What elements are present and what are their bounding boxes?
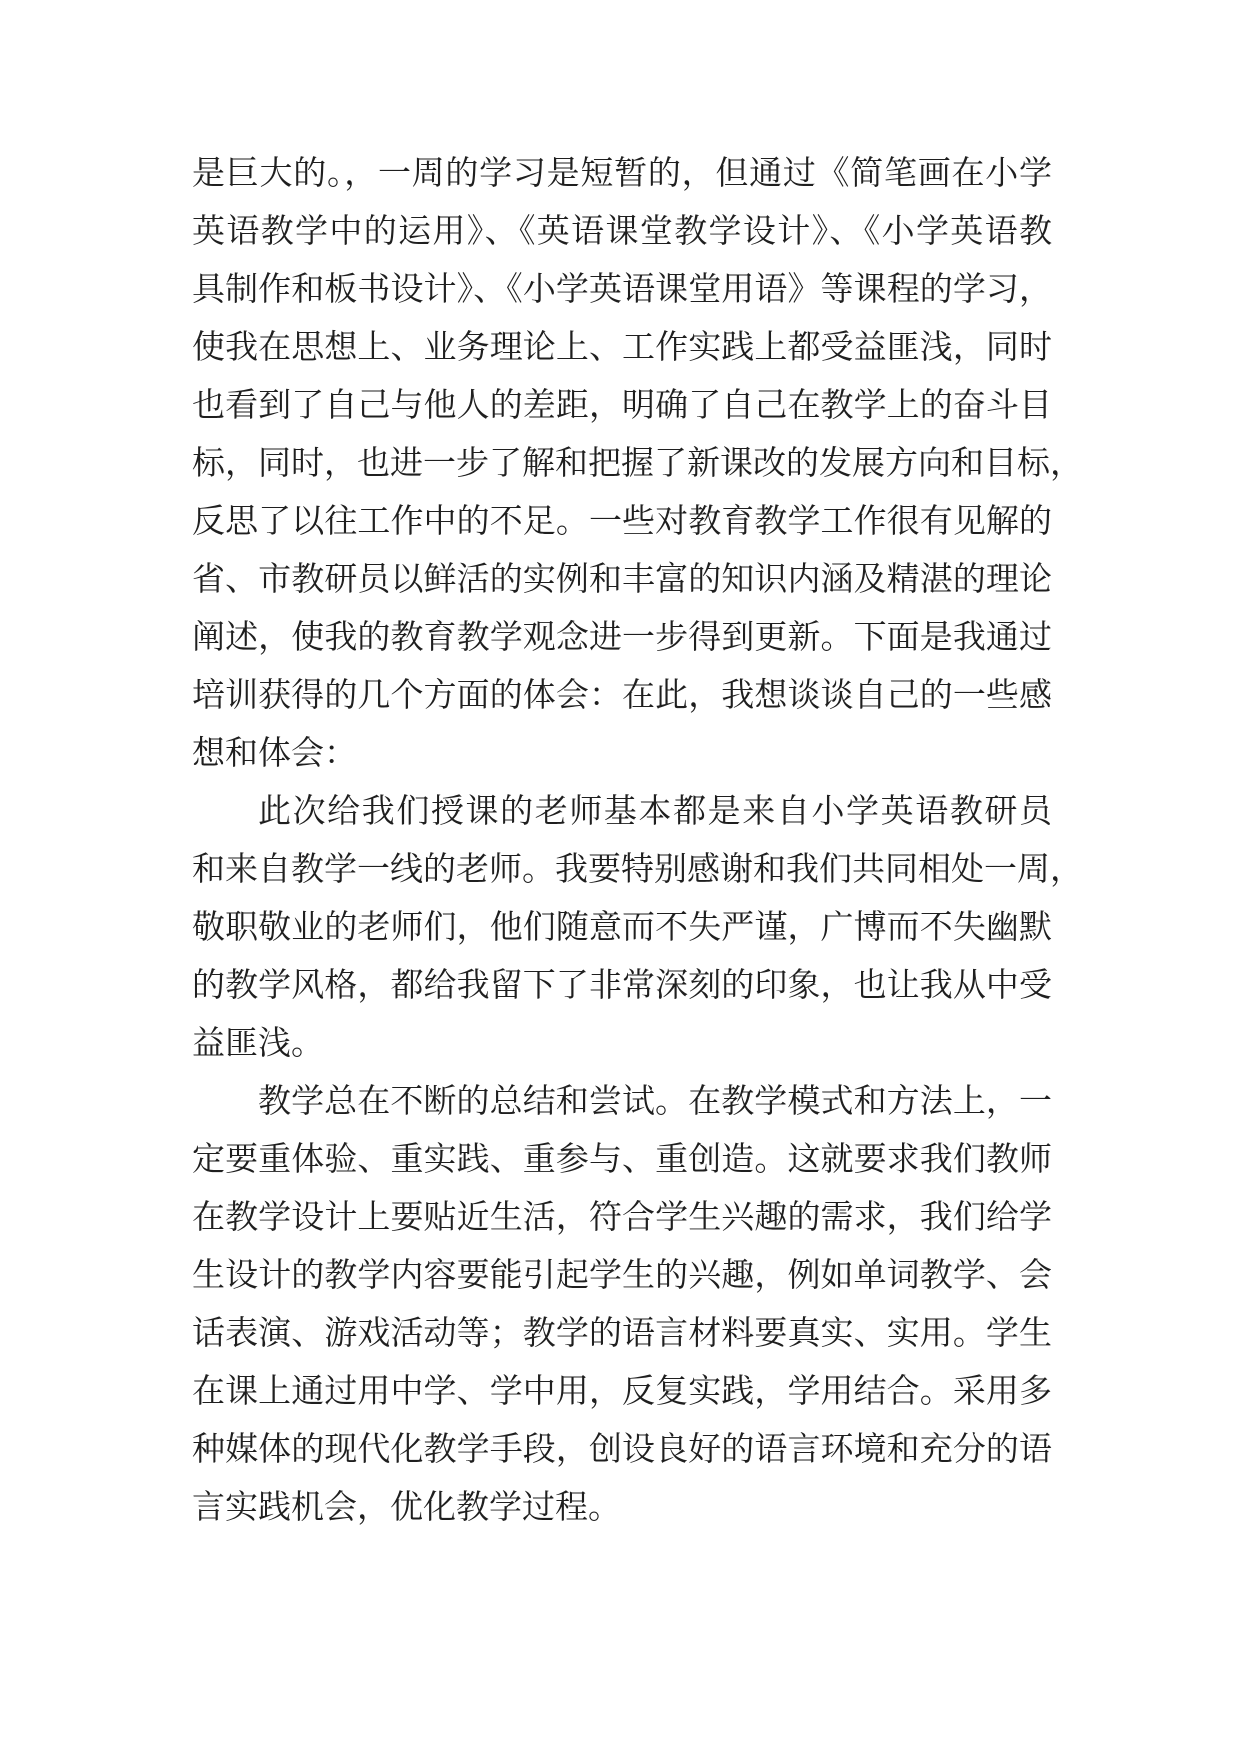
text-line: 是巨大的。，一周的学习是短暂的，但通过《简笔画在小学	[192, 153, 1052, 192]
text-line: 省、市教研员以鲜活的实例和丰富的知识内涵及精湛的理论	[192, 559, 1052, 598]
text-line: 在教学设计上要贴近生活，符合学生兴趣的需求，我们给学	[192, 1197, 1052, 1236]
text-line: 也看到了自己与他人的差距，明确了自己在教学上的奋斗目	[192, 385, 1052, 424]
text-line: 生设计的教学内容要能引起学生的兴趣，例如单词教学、会	[192, 1255, 1052, 1294]
text-line: 具制作和板书设计》、《小学英语课堂用语》等课程的学习，	[192, 269, 1052, 308]
text-line: 此次给我们授课的老师基本都是来自小学英语教研员	[258, 791, 1052, 830]
text-line: 培训获得的几个方面的体会：在此，我想谈谈自己的一些感	[192, 675, 1052, 714]
text-line: 在课上通过用中学、学中用，反复实践，学用结合。采用多	[192, 1371, 1052, 1410]
text-line: 英语教学中的运用》、《英语课堂教学设计》、《小学英语教	[192, 211, 1052, 250]
text-line: 想和体会：	[192, 733, 357, 772]
text-line: 阐述，使我的教育教学观念进一步得到更新。下面是我通过	[192, 617, 1052, 656]
text-line: 定要重体验、重实践、重参与、重创造。这就要求我们教师	[192, 1139, 1052, 1178]
text-line: 教学总在不断的总结和尝试。在教学模式和方法上，一	[258, 1081, 1052, 1120]
text-line: 反思了以往工作中的不足。一些对教育教学工作很有见解的	[192, 501, 1052, 540]
text-line: 标，同时，也进一步了解和把握了新课改的发展方向和目标，	[192, 443, 1083, 482]
text-line: 敬职敬业的老师们，他们随意而不失严谨，广博而不失幽默	[192, 907, 1052, 946]
text-line: 言实践机会，优化教学过程。	[192, 1487, 621, 1526]
text-line: 种媒体的现代化教学手段，创设良好的语言环境和充分的语	[192, 1429, 1052, 1468]
text-line: 的教学风格，都给我留下了非常深刻的印象，也让我从中受	[192, 965, 1052, 1004]
text-line: 话表演、游戏活动等；教学的语言材料要真实、实用。学生	[192, 1313, 1052, 1352]
text-line: 和来自教学一线的老师。我要特别感谢和我们共同相处一周，	[192, 849, 1083, 888]
text-line: 益匪浅。	[192, 1023, 324, 1062]
text-line: 使我在思想上、业务理论上、工作实践上都受益匪浅，同时	[192, 327, 1052, 366]
